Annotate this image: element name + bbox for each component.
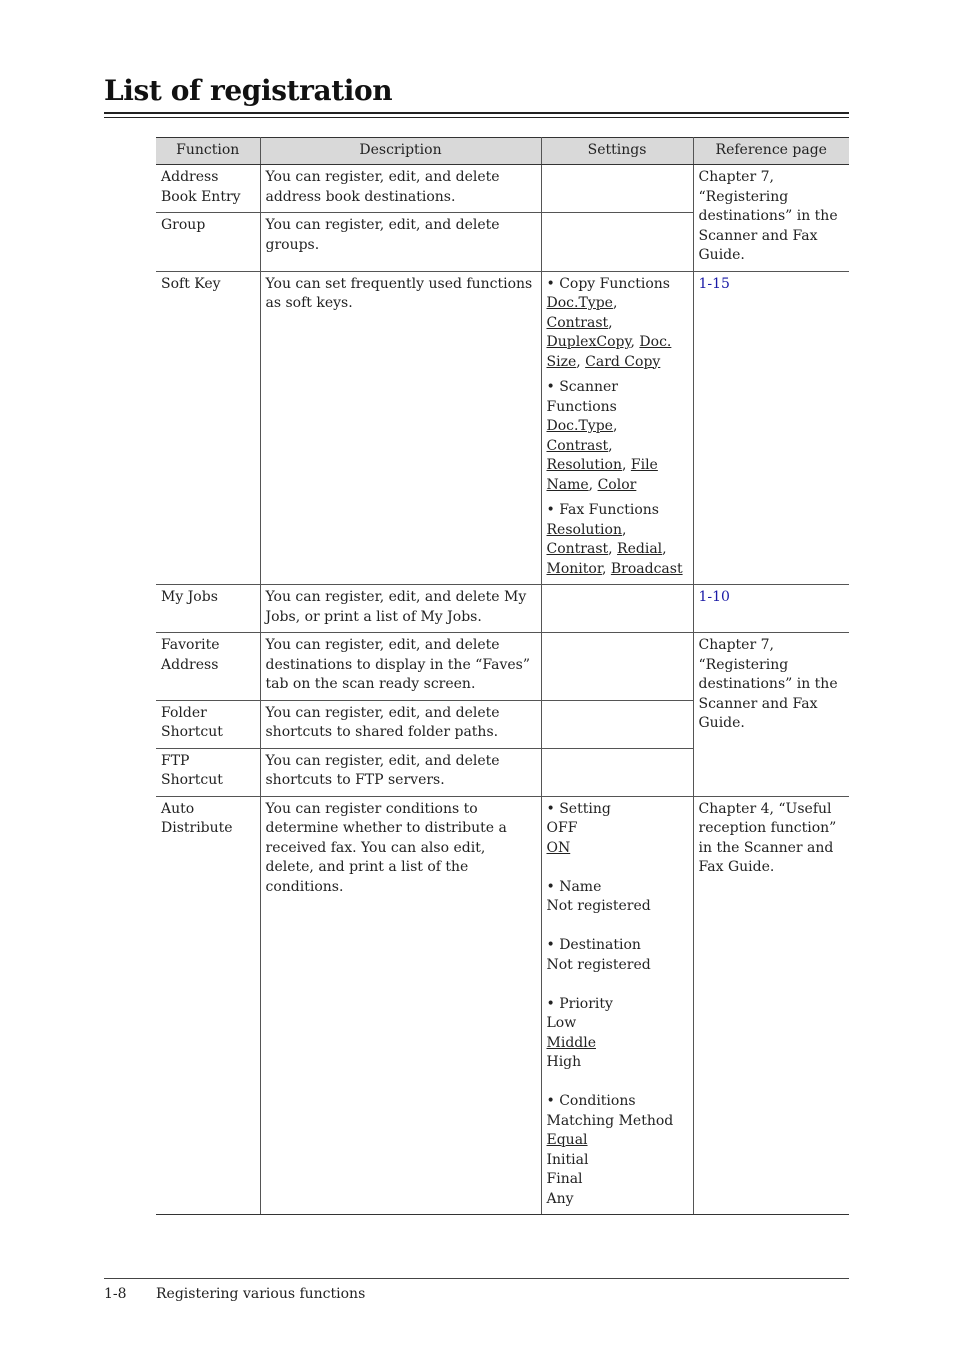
spacer [547,975,688,995]
registration-table [156,137,849,1215]
header-settings: Settings [541,138,693,165]
setting-option[interactable]: Contrast [546,437,609,454]
copy-functions-heading: • Copy Functions [546,275,670,292]
setting-heading: • Setting [546,800,611,817]
matching-method-label: Matching Method [546,1112,674,1129]
scanner-functions-list [547,417,688,495]
description-cell: You can set frequently used functions as soft keys. [260,271,541,585]
scanner-functions-heading: • Scanner Functions [546,379,618,415]
table-row [156,633,849,701]
separator: , [630,334,640,350]
page-title: List of registration [104,74,393,107]
footer-section-title: Registering various functions [156,1286,366,1302]
matching-value[interactable]: Any [546,1190,574,1207]
matching-value[interactable]: Final [546,1171,583,1187]
function-cell: Favorite Address [156,633,260,701]
table-row [156,271,849,585]
footer-page-number: 1-8 [104,1286,127,1302]
table-row [156,165,849,213]
copy-functions-group [547,275,688,373]
title-rule [104,112,849,118]
setting-option[interactable]: Doc.Type [546,418,613,434]
spacer [547,1073,688,1093]
reference-cell: Chapter 7, “Registering destinations” in the Scanner and Fax Guide. [693,633,849,797]
matching-value[interactable]: Initial [546,1151,589,1168]
description-cell: You can register, edit, and delete groups. [260,213,541,271]
function-cell: FTP Shortcut [156,748,260,796]
settings-cell [541,796,693,1215]
separator: , [608,314,613,331]
header-description: Description [260,138,541,165]
setting-value[interactable]: OFF [546,820,578,836]
reference-cell: Chapter 7, “Registering destinations” in the Scanner and Fax Guide. [693,165,849,272]
reference-cell: Chapter 4, “Useful reception function” in the Scanner and Fax Guide. [693,796,849,1215]
setting-option[interactable]: Card Copy [585,353,661,370]
function-cell: My Jobs [156,585,260,633]
settings-cell [541,633,693,701]
setting-option[interactable]: Doc. Size [546,334,672,370]
setting-option[interactable]: Broadcast [610,560,683,577]
separator: , [608,541,618,557]
separator: , [588,476,598,493]
table-row [156,796,849,1215]
setting-option[interactable]: Contrast [546,314,609,331]
copy-functions-list [547,294,688,372]
setting-option[interactable]: Resolution [546,457,622,473]
separator: , [621,457,631,473]
separator: , [601,560,611,577]
setting-option[interactable]: Doc.Type [546,295,613,311]
separator: , [608,437,613,454]
footer-rule [104,1278,849,1279]
function-cell: Group [156,213,260,271]
description-cell: You can register, edit, and delete My Jobs, or print a list of My Jobs. [260,585,541,633]
priority-value-default[interactable]: Middle [546,1034,596,1051]
function-cell: Address Book Entry [156,165,260,213]
function-cell: Soft Key [156,271,260,585]
setting-option[interactable]: Resolution [546,521,622,538]
priority-value[interactable]: High [546,1054,582,1070]
spacer [547,917,688,937]
fax-functions-group [547,501,688,579]
name-value: Not registered [546,898,651,914]
settings-cell [541,585,693,633]
separator: , [576,353,586,370]
settings-cell [541,165,693,213]
name-heading: • Name [546,878,602,895]
setting-value-default[interactable]: ON [546,839,571,856]
header-reference: Reference page [693,138,849,165]
separator: , [621,521,627,538]
description-cell: You can register conditions to determine whether to distribute a received fax. You can also edit, delete, and print a list of the conditions. [260,796,541,1215]
fax-functions-list [547,521,688,580]
fax-functions-heading: • Fax Functions [546,502,659,518]
separator: , [662,541,667,557]
settings-cell [541,271,693,585]
priority-value[interactable]: Low [546,1015,577,1031]
priority-heading: • Priority [546,995,613,1012]
function-cell: Auto Distribute [156,796,260,1215]
setting-option[interactable]: Monitor [546,560,602,577]
spacer [547,858,688,878]
conditions-heading: • Conditions [546,1093,636,1109]
reference-cell [693,271,849,585]
matching-value-default[interactable]: Equal [546,1132,588,1148]
settings-cell [541,748,693,796]
reference-link[interactable]: 1-10 [698,589,730,605]
setting-option[interactable]: DuplexCopy [546,334,631,350]
header-function: Function [156,138,260,165]
function-cell: Folder Shortcut [156,700,260,748]
setting-option[interactable]: Redial [617,541,663,557]
description-cell: You can register, edit, and delete address book destinations. [260,165,541,213]
table-row [156,585,849,633]
table-header-row [156,138,849,165]
setting-option[interactable]: Contrast [546,541,609,557]
scanner-functions-group [547,378,688,495]
setting-option[interactable]: Color [597,476,637,493]
reference-cell [693,585,849,633]
settings-cell [541,700,693,748]
separator: , [612,295,618,311]
description-cell: You can register, edit, and delete destinations to display in the “Faves” tab on the scan ready screen. [260,633,541,701]
reference-link[interactable]: 1-15 [698,275,730,292]
destination-heading: • Destination [546,937,641,953]
destination-value: Not registered [546,956,651,973]
description-cell: You can register, edit, and delete shortcuts to FTP servers. [260,748,541,796]
separator: , [612,418,618,434]
settings-cell [541,213,693,271]
setting-option[interactable]: File Name [546,457,658,493]
description-cell: You can register, edit, and delete shortcuts to shared folder paths. [260,700,541,748]
